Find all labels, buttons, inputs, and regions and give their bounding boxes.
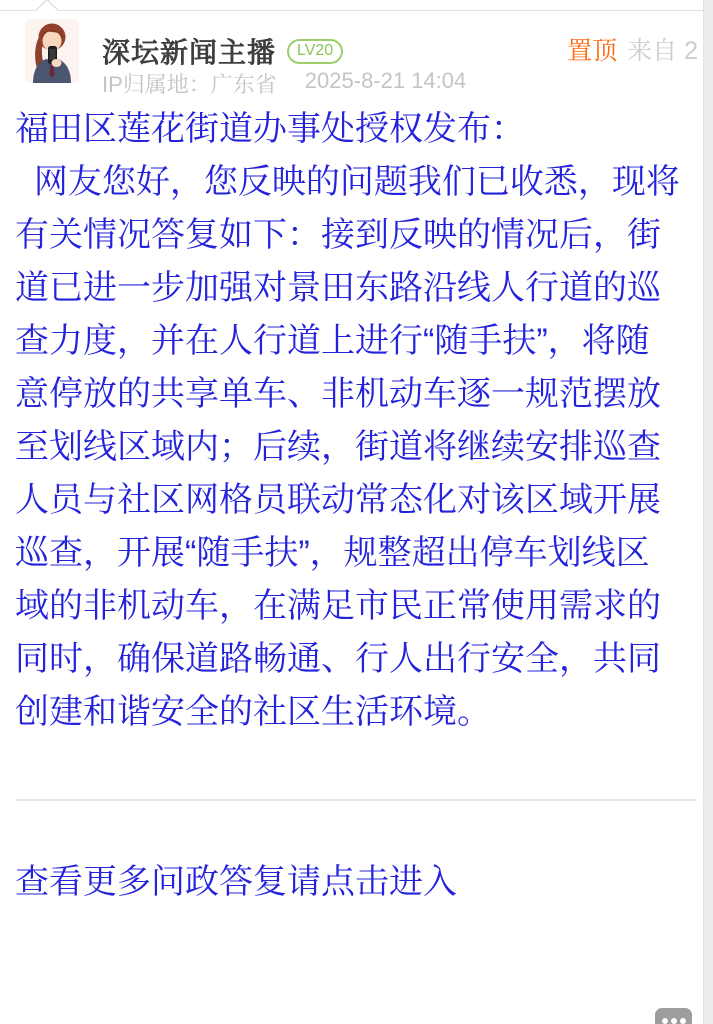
- body-line: 道已进一步加强对景田东路沿线人行道的巡: [15, 269, 661, 307]
- page-background-strip: [703, 0, 713, 1024]
- username[interactable]: 深坛新闻主播: [102, 37, 277, 68]
- ip-location-label: IP归属地：广东省: [102, 72, 277, 97]
- more-replies-link[interactable]: 查看更多问政答复请点击进入: [15, 863, 457, 901]
- reply-card: [0, 10, 703, 1024]
- body-line: 至划线区域内；后续，街道将继续安排巡查: [15, 428, 661, 466]
- post-meta-row: [102, 68, 466, 99]
- timestamp: 2025-8-21 14:04: [304, 68, 467, 93]
- body-line: 网友您好，您反映的问题我们已收悉，现将: [15, 163, 680, 201]
- pin-status-row: [567, 31, 698, 67]
- newscaster-avatar-icon: [25, 19, 79, 83]
- avatar[interactable]: [25, 19, 79, 83]
- body-line: 同时，确保道路畅通、行人出行安全，共同: [15, 640, 661, 678]
- user-info-row: [102, 31, 343, 71]
- body-line: 查力度，并在人行道上进行“随手扶”，将随: [15, 322, 650, 360]
- body-line: 意停放的共享单车、非机动车逐一规范摆放: [15, 375, 661, 413]
- ellipsis-icon: [680, 1018, 686, 1024]
- post-body: [15, 103, 703, 739]
- level-badge: LV20: [287, 39, 343, 64]
- body-line: 巡查，开展“随手扶”，规整超出停车划线区: [15, 534, 650, 572]
- pinned-badge: 置顶: [567, 37, 618, 65]
- body-line: 有关情况答复如下：接到反映的情况后，街: [15, 216, 661, 254]
- divider: [15, 799, 697, 801]
- ellipsis-icon: [662, 1018, 668, 1024]
- body-line: 福田区莲花街道办事处授权发布：: [15, 110, 525, 148]
- ellipsis-icon: [671, 1018, 677, 1024]
- body-line: 创建和谐安全的社区生活环境。: [15, 693, 491, 731]
- body-line: 域的非机动车，在满足市民正常使用需求的: [15, 587, 661, 625]
- more-options-button[interactable]: [655, 1008, 692, 1024]
- from-label: 来自 2: [627, 37, 698, 65]
- body-line: 人员与社区网格员联动常态化对该区域开展: [15, 481, 661, 519]
